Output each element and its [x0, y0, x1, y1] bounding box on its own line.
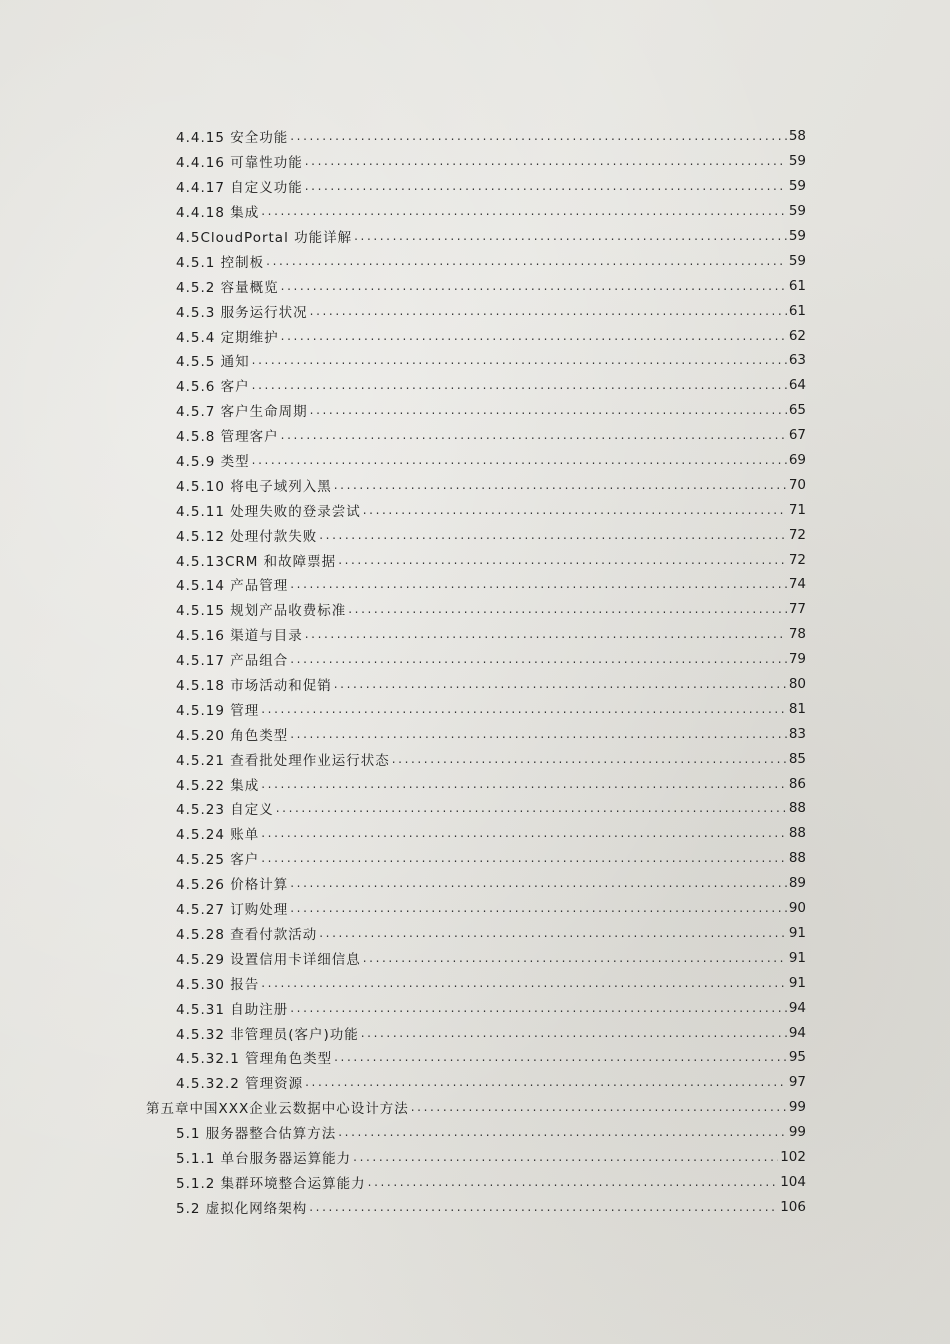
toc-entry[interactable] — [0, 348, 806, 373]
toc-entry-title: 5.1.1 单台服务器运算能力 — [176, 1150, 352, 1167]
toc-entry-title: 4.5.25 客户 — [176, 852, 260, 869]
toc-entry-page-number: 62 — [788, 327, 806, 344]
dot-leader — [338, 553, 787, 567]
dot-leader — [368, 1175, 779, 1189]
toc-entry-title: 4.5.31 自助注册 — [176, 1001, 289, 1018]
toc-entry-title: 4.5.30 报告 — [176, 976, 260, 993]
toc-entry-page-number: 70 — [788, 476, 806, 493]
toc-entry-title: 4.4.15 安全功能 — [176, 130, 289, 147]
toc-entry[interactable] — [0, 522, 806, 547]
toc-entry[interactable] — [0, 149, 806, 174]
dot-leader — [334, 677, 787, 691]
toc-entry-page-number: 91 — [788, 949, 806, 966]
toc-entry-page-number: 59 — [788, 252, 806, 269]
toc-entry-page-number: 59 — [788, 178, 806, 195]
toc-entry[interactable] — [0, 398, 806, 423]
toc-entry[interactable] — [0, 472, 806, 497]
toc-entry-title: 4.5.15 规划产品收费标准 — [176, 603, 347, 620]
toc-entry[interactable] — [0, 921, 806, 946]
toc-entry-title: 4.5.5 通知 — [176, 354, 250, 371]
toc-entry-title: 4.5.2 容量概览 — [176, 279, 279, 296]
toc-entry-page-number: 94 — [788, 1024, 806, 1041]
toc-entry[interactable] — [0, 995, 806, 1020]
toc-entry-page-number: 81 — [788, 700, 806, 717]
dot-leader — [290, 727, 787, 741]
dot-leader — [290, 129, 787, 143]
toc-entry-page-number: 78 — [788, 626, 806, 643]
toc-entry[interactable] — [0, 597, 806, 622]
toc-entry-title: 4.5.10 将电子域列入黑 — [176, 478, 332, 495]
dot-leader — [261, 851, 787, 865]
toc-entry-title: 4.5.11 处理失败的登录尝试 — [176, 503, 361, 520]
toc-entry[interactable] — [0, 896, 806, 921]
toc-entry-title: 4.5.18 市场活动和促销 — [176, 678, 332, 695]
toc-entry[interactable] — [0, 871, 806, 896]
toc-entry[interactable] — [0, 448, 806, 473]
toc-entry-title: 4.5.6 客户 — [176, 379, 250, 396]
toc-entry-page-number: 59 — [788, 153, 806, 170]
toc-entry-title: 4.4.17 自定义功能 — [176, 180, 303, 197]
dot-leader — [353, 1150, 778, 1164]
toc-entry-page-number: 102 — [780, 1148, 806, 1165]
toc-entry-page-number: 99 — [788, 1099, 806, 1116]
toc-entry-page-number: 90 — [788, 900, 806, 917]
toc-entry[interactable] — [0, 323, 806, 348]
toc-entry[interactable] — [0, 124, 806, 149]
toc-entry-page-number: 91 — [788, 924, 806, 941]
toc-entry[interactable] — [0, 1070, 806, 1095]
toc-entry-title: 4.5.19 管理 — [176, 702, 260, 719]
toc-entry-page-number: 85 — [788, 750, 806, 767]
dot-leader — [363, 951, 787, 965]
toc-entry[interactable] — [0, 199, 806, 224]
toc-entry-title: 第五章中国XXX企业云数据中心设计方法 — [146, 1101, 409, 1118]
toc-entry-title: 4.4.16 可靠性功能 — [176, 155, 303, 172]
toc-entry[interactable] — [0, 796, 806, 821]
toc-entry[interactable] — [0, 721, 806, 746]
dot-leader — [334, 478, 787, 492]
toc-entry[interactable] — [0, 373, 806, 398]
toc-entry-page-number: 79 — [788, 651, 806, 668]
toc-entry-page-number: 63 — [788, 352, 806, 369]
dot-leader — [363, 503, 787, 517]
toc-entry[interactable] — [0, 647, 806, 672]
toc-entry[interactable] — [0, 1145, 806, 1170]
toc-entry[interactable] — [0, 572, 806, 597]
toc-entry-title: 5.1 服务器整合估算方法 — [176, 1126, 337, 1143]
toc-entry[interactable] — [0, 224, 806, 249]
toc-entry-title: 4.5.26 价格计算 — [176, 877, 289, 894]
toc-entry[interactable] — [0, 622, 806, 647]
toc-entry-title: 4.5.1 控制板 — [176, 254, 265, 271]
dot-leader — [392, 752, 787, 766]
toc-entry-title: 4.5.24 账单 — [176, 827, 260, 844]
dot-leader — [305, 154, 787, 168]
table-of-contents — [0, 124, 950, 1219]
toc-entry[interactable] — [0, 497, 806, 522]
toc-entry-page-number: 88 — [788, 800, 806, 817]
dot-leader — [261, 204, 787, 218]
toc-entry[interactable] — [0, 970, 806, 995]
toc-entry[interactable] — [0, 672, 806, 697]
toc-entry-page-number: 86 — [788, 775, 806, 792]
toc-entry-page-number: 74 — [788, 576, 806, 593]
dot-leader — [290, 652, 787, 666]
toc-entry[interactable] — [0, 547, 806, 572]
dot-leader — [334, 1050, 787, 1064]
toc-entry-title: 4.5.32.1 管理角色类型 — [176, 1051, 333, 1068]
toc-entry-page-number: 99 — [788, 1124, 806, 1141]
dot-leader — [319, 926, 787, 940]
dot-leader — [252, 378, 787, 392]
toc-entry-title: 4.5.28 查看付款活动 — [176, 926, 318, 943]
toc-entry[interactable] — [0, 945, 806, 970]
toc-entry[interactable] — [0, 1020, 806, 1045]
toc-entry-title: 4.5.29 设置信用卡详细信息 — [176, 951, 361, 968]
toc-entry-page-number: 72 — [788, 551, 806, 568]
toc-entry-page-number: 94 — [788, 999, 806, 1016]
toc-entry[interactable] — [0, 1095, 806, 1120]
toc-entry-page-number: 59 — [788, 228, 806, 244]
dot-leader — [290, 876, 787, 890]
dot-leader — [319, 528, 787, 542]
dot-leader — [252, 353, 787, 367]
toc-entry[interactable] — [0, 746, 806, 771]
toc-entry-title: 4.5.32 非管理员(客户)功能 — [176, 1026, 359, 1043]
dot-leader — [261, 702, 787, 716]
toc-entry-title: 4.5CloudPortal 功能详解 — [176, 230, 353, 246]
toc-entry-title: 4.5.8 管理客户 — [176, 429, 279, 446]
toc-entry-page-number: 104 — [780, 1173, 806, 1190]
toc-entry-title: 4.5.32.2 管理资源 — [176, 1076, 304, 1093]
toc-entry-title: 4.5.3 服务运行状况 — [176, 304, 308, 321]
toc-entry[interactable] — [0, 1169, 806, 1194]
toc-entry[interactable] — [0, 423, 806, 448]
toc-entry-page-number: 89 — [788, 875, 806, 892]
dot-leader — [276, 801, 787, 815]
dot-leader — [290, 577, 787, 591]
toc-entry[interactable] — [0, 1120, 806, 1145]
toc-entry-title: 4.5.27 订购处理 — [176, 902, 289, 919]
toc-entry[interactable] — [0, 696, 806, 721]
toc-entry-page-number: 91 — [788, 974, 806, 991]
toc-entry[interactable] — [0, 273, 806, 298]
toc-entry-page-number: 61 — [788, 277, 806, 294]
toc-entry-page-number: 58 — [788, 128, 806, 145]
toc-entry-page-number: 69 — [788, 452, 806, 469]
toc-entry-page-number: 77 — [788, 601, 806, 618]
toc-entry-title: 4.5.4 定期维护 — [176, 329, 279, 346]
dot-leader — [348, 602, 787, 616]
toc-entry-page-number: 88 — [788, 850, 806, 867]
toc-entry[interactable] — [0, 298, 806, 323]
dot-leader — [305, 627, 787, 641]
toc-entry-page-number: 83 — [788, 725, 806, 742]
toc-entry-title: 5.1.2 集群环境整合运算能力 — [176, 1175, 366, 1192]
toc-entry-title: 4.5.13CRM 和故障票据 — [176, 553, 337, 570]
toc-entry-page-number: 106 — [780, 1198, 806, 1215]
toc-entry[interactable] — [0, 1045, 806, 1070]
toc-entry[interactable] — [0, 1194, 806, 1219]
dot-leader — [310, 304, 787, 318]
toc-entry-title: 4.5.17 产品组合 — [176, 653, 289, 670]
toc-entry-title: 4.5.20 角色类型 — [176, 727, 289, 744]
dot-leader — [252, 453, 787, 467]
toc-entry-page-number: 80 — [788, 676, 806, 693]
dot-leader — [281, 428, 787, 442]
toc-entry-title: 4.5.7 客户生命周期 — [176, 404, 308, 421]
toc-entry-page-number: 67 — [788, 427, 806, 444]
dot-leader — [281, 329, 787, 343]
toc-entry-page-number: 64 — [788, 377, 806, 394]
toc-entry-title: 4.5.16 渠道与目录 — [176, 628, 303, 645]
toc-entry-title: 4.5.14 产品管理 — [176, 578, 289, 595]
toc-entry-page-number: 97 — [788, 1074, 806, 1091]
dot-leader — [290, 901, 787, 915]
toc-entry-page-number: 61 — [788, 302, 806, 319]
toc-entry-title: 4.5.12 处理付款失败 — [176, 528, 318, 545]
toc-entry-page-number: 95 — [788, 1049, 806, 1066]
toc-entry-page-number: 88 — [788, 825, 806, 842]
toc-entry[interactable] — [0, 771, 806, 796]
dot-leader — [261, 826, 787, 840]
toc-entry-page-number: 65 — [788, 402, 806, 419]
toc-entry[interactable] — [0, 846, 806, 871]
dot-leader — [261, 976, 787, 990]
toc-entry-title: 4.5.9 类型 — [176, 454, 250, 471]
toc-entry[interactable] — [0, 248, 806, 273]
toc-entry[interactable] — [0, 821, 806, 846]
toc-entry-title: 4.5.22 集成 — [176, 777, 260, 794]
dot-leader — [338, 1125, 787, 1139]
toc-entry-page-number: 72 — [788, 526, 806, 543]
toc-entry-title: 4.4.18 集成 — [176, 205, 260, 222]
dot-leader — [281, 279, 787, 293]
toc-entry-title: 4.5.23 自定义 — [176, 802, 274, 819]
toc-entry-title: 4.5.21 查看批处理作业运行状态 — [176, 752, 390, 769]
dot-leader — [309, 1200, 778, 1214]
dot-leader — [266, 254, 787, 268]
toc-entry-title: 5.2 虚拟化网络架构 — [176, 1200, 308, 1217]
dot-leader — [305, 179, 787, 193]
toc-entry-page-number: 71 — [788, 501, 806, 518]
dot-leader — [361, 1026, 787, 1040]
dot-leader — [261, 777, 787, 791]
dot-leader — [354, 229, 787, 243]
dot-leader — [290, 1001, 787, 1015]
toc-entry[interactable] — [0, 174, 806, 199]
toc-entry-page-number: 59 — [788, 203, 806, 220]
dot-leader — [310, 403, 787, 417]
dot-leader — [305, 1075, 787, 1089]
dot-leader — [411, 1100, 787, 1114]
